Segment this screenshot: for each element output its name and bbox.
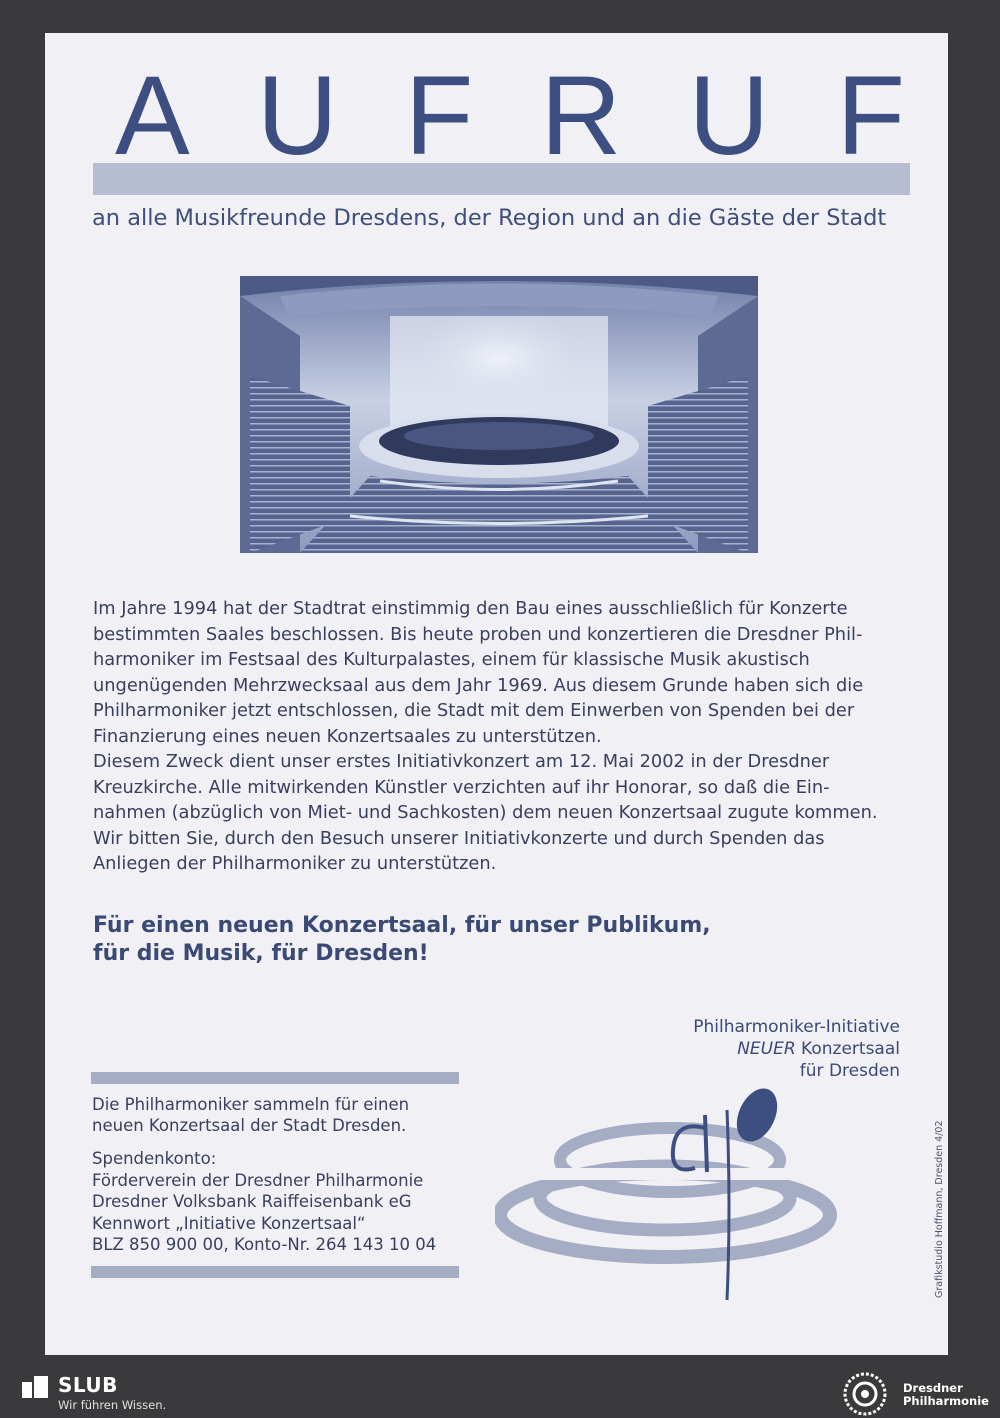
initiative-line: für Dresden — [799, 1061, 900, 1081]
body-line: nahmen (abzüglich von Miet- und Sachkosten) dem neuen Konzertsaal zugute kommen. — [93, 802, 878, 823]
slogan-line: Für einen neuen Konzertsaal, für unser Publikum, — [93, 913, 711, 938]
designer-credit: Grafikstudio Hoffmann, Dresden 4/02 — [934, 1120, 945, 1298]
poster-subtitle: an alle Musikfreunde Dresdens, der Region und an die Gäste der Stadt — [92, 205, 887, 231]
title-letter: F — [404, 53, 474, 178]
slub-tagline: Wir führen Wissen. — [58, 1398, 167, 1412]
body-line: Philharmoniker jetzt entschlossen, die Stadt mit dem Einwerben von Spenden bei der — [93, 700, 855, 721]
donation-account — [92, 1148, 436, 1256]
title-letter: F — [836, 53, 905, 178]
konto-line: Spendenkonto: — [92, 1149, 217, 1168]
slub-logo-text: SLUB — [58, 1373, 118, 1397]
collection-line: neuen Konzertsaal der Stadt Dresden. — [92, 1116, 407, 1135]
body-line: Finanzierung eines neuen Konzertsaales zu unterstützen. — [93, 725, 602, 747]
body-line: Im Jahre 1994 hat der Stadtrat einstimmig den Bau eines ausschließlich für Konzerte — [93, 598, 848, 619]
divider-band — [91, 1266, 459, 1278]
body-line: Anliegen der Philharmoniker zu unterstützen. — [93, 853, 497, 874]
concert-hall-drawing — [240, 276, 758, 553]
body-line: bestimmten Saales beschlossen. Bis heute proben und konzertieren die Dresdner Phil- — [93, 623, 863, 645]
philharmonie-logo-text — [903, 1382, 989, 1408]
konto-line: BLZ 850 900 00, Konto-Nr. 264 143 10 04 — [92, 1235, 437, 1254]
body-line: Wir bitten Sie, durch den Besuch unserer Initiativkonzerte und durch Spenden das — [93, 827, 825, 849]
title-letter: A — [115, 53, 190, 178]
body-line: Diesem Zweck dient unser erstes Initiativkonzert am 12. Mai 2002 in der Dresdner — [93, 751, 830, 772]
konto-line: Dresdner Volksbank Raiffeisenbank eG — [92, 1192, 412, 1211]
partner-line: Philharmonie — [903, 1394, 989, 1408]
initiative-line — [693, 1038, 900, 1060]
initiative-line-rest: Konzertsaal — [795, 1039, 900, 1059]
initiative-name — [693, 1016, 900, 1082]
concert-hall-illustration — [240, 276, 758, 553]
body-line: Kreuzkirche. Alle mitwirkenden Künstler verzichten auf ihr Honorar, so daß die Ein- — [93, 776, 830, 798]
philharmonie-logo-icon — [843, 1372, 887, 1416]
divider-band — [91, 1072, 459, 1084]
body-text — [93, 596, 901, 877]
body-line: ungenügenden Mehrzwecksaal aus dem Jahr 1969. Aus diesem Grunde haben sich die — [93, 674, 864, 696]
initiative-logo — [495, 1080, 845, 1315]
title-letter: U — [256, 53, 338, 178]
body-line: harmoniker im Festsaal des Kulturpalastes, einem für klassische Musik akustisch — [93, 649, 810, 670]
slogan — [93, 912, 711, 968]
collection-line: Die Philharmoniker sammeln für einen — [92, 1095, 410, 1114]
slogan-line: für die Musik, für Dresden! — [93, 941, 429, 966]
poster-title — [115, 53, 905, 178]
initiative-line: Philharmoniker-Initiative — [693, 1017, 900, 1037]
initiative-neu: NEUER — [737, 1039, 796, 1059]
collection-note — [92, 1094, 409, 1136]
title-letter: R — [540, 53, 622, 178]
title-letter: U — [688, 53, 770, 178]
konto-line: Förderverein der Dresdner Philharmonie — [92, 1170, 424, 1190]
slub-logo-icon — [22, 1376, 48, 1398]
partner-line: Dresdner — [903, 1381, 963, 1395]
konto-line: Kennwort „Initiative Konzertsaal“ — [92, 1213, 366, 1233]
